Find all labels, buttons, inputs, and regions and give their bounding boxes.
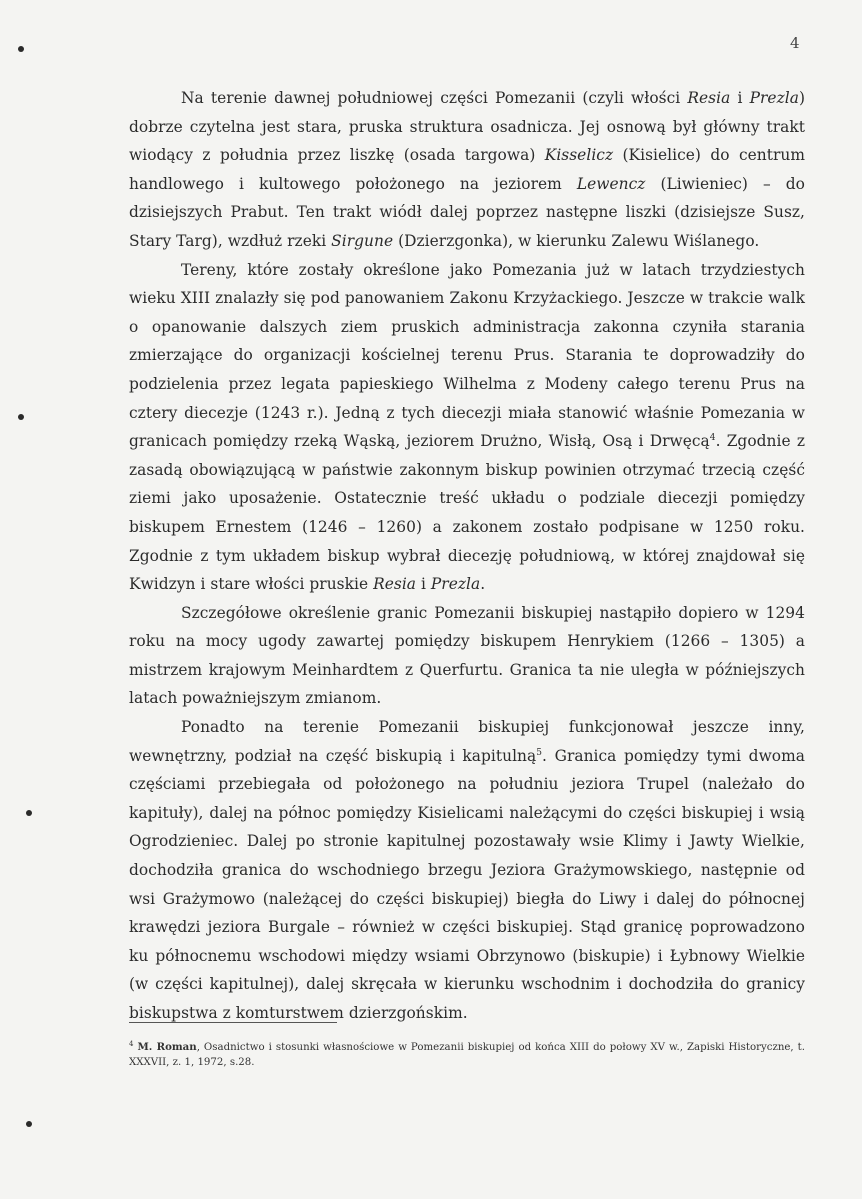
- paragraph: [129, 256, 805, 599]
- text-run: .: [480, 575, 486, 594]
- text-run: (Dzierzgonka), w kierunku Zalewu Wiślanego.: [393, 231, 760, 250]
- text-run: (Kisielice) do centrum handlowego i kultowego położonego na jeziorem: [129, 146, 805, 193]
- text-run: Tereny, które zostały określone jako Pomezania już w latach trzydziestych wieku XIII znalazły się pod panowaniem Zakonu Krzyżackiego. Jeszcze w trakcie walk o opanowanie dalszych ziem pruskich administracja zakonna czyniła starania zmierzające do organizacji kościelnej terenu Prus. Starania te doprowadziły do podzielenia przez legata papieskiego Wilhelma z Modeny całego terenu Prus na cztery diecezje (1243 r.). Jedną z tych diecezji miała stanowić właśnie Pomezania w granicach pomiędzy rzeką Wąską, jeziorem Drużno, Wisłą, Osą i Drwęcą: [129, 260, 805, 451]
- paragraph: [129, 84, 805, 256]
- footnote: [129, 1040, 805, 1070]
- italic-place-name: Sirgune: [331, 231, 394, 250]
- italic-place-name: Kisselicz: [544, 146, 614, 165]
- punch-hole-mark: [18, 46, 24, 52]
- text-run: (Liwieniec) – do dzisiejszych Prabut. Ten trakt wiódł dalej poprzez następne liszki (dzisiejsze Susz, Stary Targ), wzdłuż rzeki: [129, 174, 805, 250]
- text-run: i: [416, 575, 431, 594]
- body-text: [129, 84, 805, 1028]
- text-run: Na terenie dawnej południowej części Pomezanii (czyli włości: [181, 89, 688, 107]
- footnote-author: M. Roman: [137, 1041, 197, 1053]
- footnote-reference: 4: [709, 433, 716, 444]
- text-run: Szczegółowe określenie granic Pomezanii biskupiej nastąpiło dopiero w 1294 roku na mocy ugody zawartej pomiędzy biskupem Henrykiem (1266 – 1305) a mistrzem krajowym Meinhardtem z Querfurtu. Granica ta nie uległa w późniejszych latach poważniejszym zmianom.: [129, 603, 805, 708]
- text-run: . Granica pomiędzy tymi dwoma częściami przebiegała od położonego na południu jeziora Trupel (należało do kapituły), dalej na północ pomiędzy Kisielicami należącymi do części biskupiej i wsią Ogrodzieniec. Dalej po stronie kapitulnej pozostawały wsie Klimy i Jawty Wielkie, dochodziła granica do wschodniego brzegu Jeziora Grażymowskiego, następnie od wsi Grażymowo (należącej do części biskupiej) biegła do Liwy i dalej do północnej krawędzi jeziora Burgale – również w części biskupiej. Stąd granicę poprowadzono ku północnemu wschodowi między wsiami Obrzynowo (biskupie) i Łybnowy Wielkie (w części kapitulnej), dalej skręcała w kierunku wschodnim i dochodziła do granicy biskupstwa z komturstwem dzierzgońskim.: [129, 746, 805, 1022]
- footnote-marker: 4: [129, 1040, 134, 1048]
- italic-place-name: Prezla: [430, 575, 481, 594]
- italic-place-name: Prezla: [749, 89, 799, 107]
- punch-hole-mark: [18, 414, 24, 420]
- punch-hole-mark: [26, 1121, 32, 1127]
- paragraph: [129, 599, 805, 713]
- text-run: . Zgodnie z zasadą obowiązującą w państwie zakonnym biskup powinien otrzymać trzecią część ziemi jako uposażenie. Ostatecznie treść układu o podziale diecezji pomiędzy biskupem Ernestem (1246 – 1260) a zakonem zostało podpisane w 1250 roku. Zgodnie z tym układem biskup wybrał diecezję południową, w której znajdował się Kwidzyn i stare włości pruskie: [129, 432, 805, 594]
- page-number: 4: [790, 34, 800, 52]
- text-run: ) dobrze czytelna jest stara, pruska struktura osadnicza. Jej osnową był główny trakt wiodący z południa przez liszkę (osada targowa): [129, 89, 805, 165]
- italic-place-name: Resia: [373, 575, 417, 594]
- text-run: Ponadto na terenie Pomezanii biskupiej funkcjonował jeszcze inny, wewnętrzny, podział na część biskupią i kapitulną: [129, 718, 805, 765]
- italic-place-name: Resia: [687, 89, 731, 107]
- text-run: i: [730, 89, 750, 107]
- punch-hole-mark: [26, 810, 32, 816]
- paragraph: [129, 713, 805, 1028]
- italic-place-name: Lewencz: [576, 174, 646, 193]
- footnote-separator: [129, 1022, 337, 1023]
- footnote-text: , Osadnictwo i stosunki własnościowe w Pomezanii biskupiej od końca XIII do połowy XV w., Zapiski Historyczne, t. XXXVII, z. 1, 1972, s.28.: [129, 1042, 806, 1068]
- footnote-reference: 5: [536, 747, 543, 758]
